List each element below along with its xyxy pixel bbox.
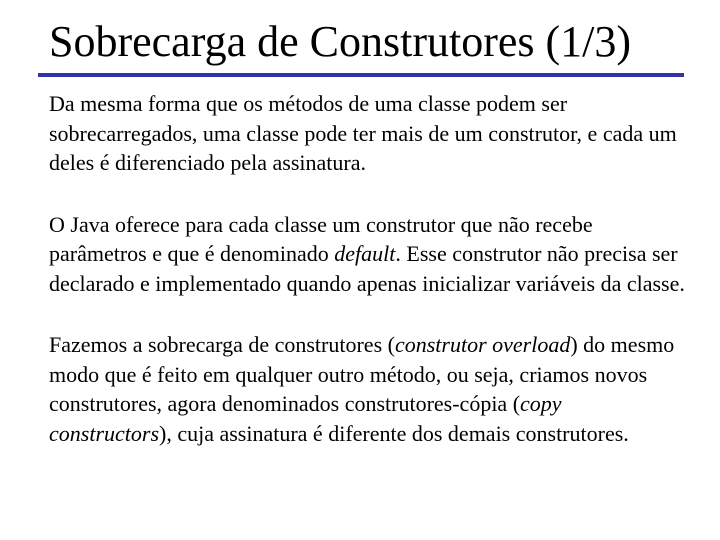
paragraph-2-italic-default: default: [334, 241, 396, 266]
paragraph-2-text-a: O Java oferece para cada classe um construtor que não recebe parâmetros e que é denominado: [49, 211, 593, 266]
paragraph-2-text-b: . Esse construtor não precisa ser declarado e implementado quando apenas inicializar variáveis da classe.: [49, 241, 685, 296]
paragraph-2: [49, 210, 689, 299]
slide-body: [49, 89, 689, 480]
paragraph-3-italic-overload: construtor overload: [394, 332, 571, 357]
paragraph-3: [49, 330, 689, 448]
paragraph-3-text-a: Fazemos a sobrecarga de construtores (: [49, 332, 395, 357]
title-underline: [38, 73, 684, 77]
paragraph-1-text: Da mesma forma que os métodos de uma classe podem ser sobrecarregados, uma classe pode ter mais de um construtor, e cada um deles é diferenciado pela assinatura.: [49, 91, 677, 175]
paragraph-3-text-b: ) do mesmo modo que é feito em qualquer outro método, ou seja, criamos novos construtores, agora denominados construtores-cópia (: [49, 332, 675, 416]
paragraph-1: [49, 89, 689, 178]
slide-title: Sobrecarga de Construtores (1/3): [49, 17, 632, 66]
paragraph-3-text-c: ), cuja assinatura é diferente dos demais construtores.: [159, 420, 629, 446]
paragraph-3-italic-copy-constructors: copy constructors: [49, 391, 562, 446]
